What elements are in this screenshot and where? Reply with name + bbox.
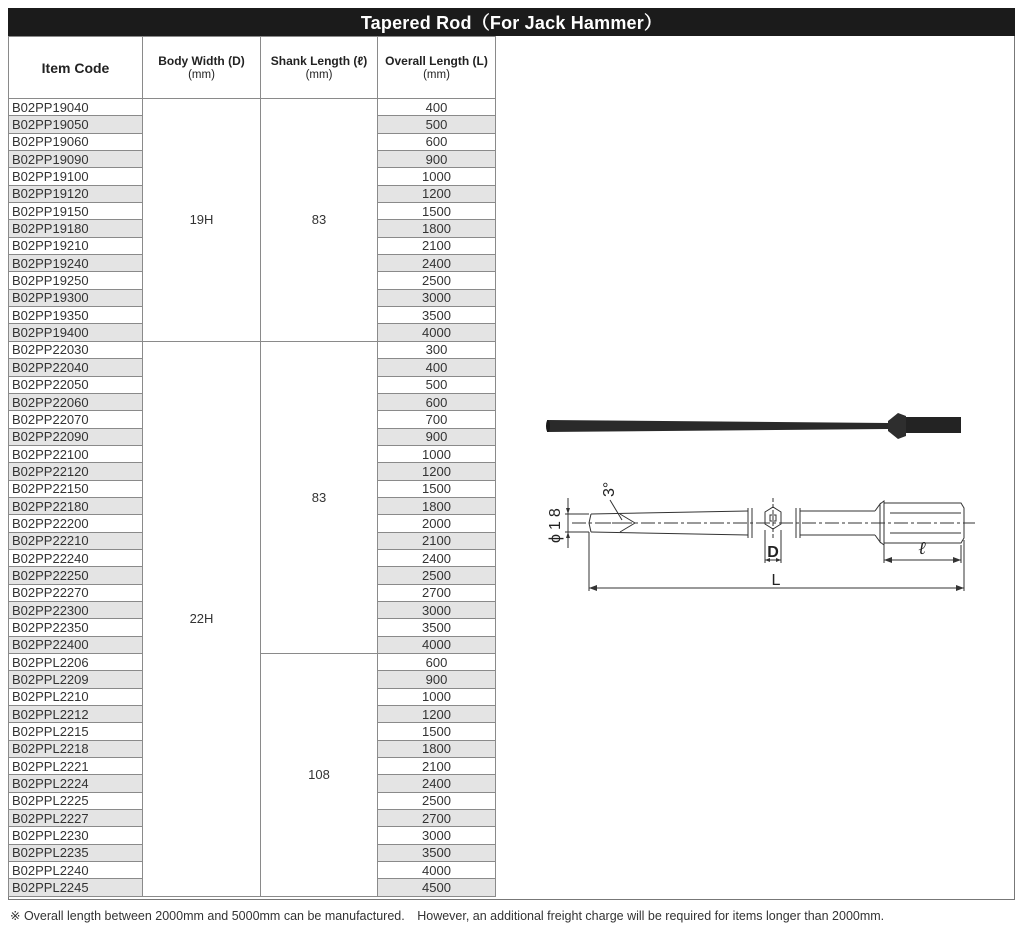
- overall-length-cell: 2500: [378, 567, 496, 584]
- item-code-cell: B02PP22060: [9, 393, 143, 410]
- item-code-cell: B02PPL2210: [9, 688, 143, 705]
- overall-length-cell: 600: [378, 133, 496, 150]
- item-code-cell: B02PP19250: [9, 272, 143, 289]
- spec-table-body: [9, 99, 496, 897]
- overall-length-cell: 400: [378, 359, 496, 376]
- item-code-cell: B02PPL2221: [9, 758, 143, 775]
- item-code-cell: B02PP22200: [9, 515, 143, 532]
- overall-length-cell: 3000: [378, 601, 496, 618]
- item-code-cell: B02PP22210: [9, 532, 143, 549]
- item-code-cell: B02PP22150: [9, 480, 143, 497]
- overall-length-cell: 2000: [378, 515, 496, 532]
- overall-length-cell: 900: [378, 671, 496, 688]
- item-code-cell: B02PP22090: [9, 428, 143, 445]
- overall-length-cell: 300: [378, 341, 496, 358]
- table-row: [9, 99, 496, 116]
- overall-length-cell: 1800: [378, 497, 496, 514]
- item-code-cell: B02PPL2212: [9, 706, 143, 723]
- shank-length-cell: 83: [261, 99, 378, 342]
- overall-length-cell: 4500: [378, 879, 496, 896]
- item-code-cell: B02PP22350: [9, 619, 143, 636]
- overall-length-cell: 2100: [378, 532, 496, 549]
- header-item-code: Item Code: [9, 37, 143, 99]
- body-width-label: D: [767, 544, 779, 561]
- overall-length-cell: 1000: [378, 168, 496, 185]
- item-code-cell: B02PPL2218: [9, 740, 143, 757]
- overall-length-cell: 900: [378, 151, 496, 168]
- item-code-cell: B02PP19210: [9, 237, 143, 254]
- item-code-cell: B02PP22030: [9, 341, 143, 358]
- header-overall-length-label: Overall Length (L): [385, 53, 488, 68]
- item-code-cell: B02PPL2225: [9, 792, 143, 809]
- shank-length-cell: 83: [261, 341, 378, 653]
- item-code-cell: B02PP19120: [9, 185, 143, 202]
- overall-length-cell: 2500: [378, 792, 496, 809]
- body-width-cell: 22H: [143, 341, 261, 896]
- overall-length-cell: 1000: [378, 445, 496, 462]
- header-shank-length-label: Shank Length (ℓ): [270, 53, 368, 68]
- overall-length-cell: 3500: [378, 619, 496, 636]
- rod-photo: [546, 413, 961, 439]
- item-code-cell: B02PP19090: [9, 151, 143, 168]
- overall-length-cell: 4000: [378, 324, 496, 341]
- item-code-cell: B02PP22300: [9, 601, 143, 618]
- item-code-cell: B02PP22120: [9, 463, 143, 480]
- item-code-cell: B02PPL2230: [9, 827, 143, 844]
- overall-length-cell: 600: [378, 393, 496, 410]
- overall-length-cell: 3000: [378, 289, 496, 306]
- spec-table: [8, 36, 496, 897]
- page-title: Tapered Rod（For Jack Hammer）: [8, 8, 1015, 36]
- header-body-width-label: Body Width (D): [158, 53, 245, 68]
- overall-length-cell: 2500: [378, 272, 496, 289]
- overall-length-cell: 700: [378, 411, 496, 428]
- header-shank-length: [261, 37, 378, 99]
- item-code-cell: B02PP19180: [9, 220, 143, 237]
- item-code-cell: B02PP19350: [9, 307, 143, 324]
- overall-length-cell: 1000: [378, 688, 496, 705]
- overall-length-cell: 4000: [378, 862, 496, 879]
- overall-length-cell: 1500: [378, 203, 496, 220]
- item-code-cell: B02PP19400: [9, 324, 143, 341]
- overall-length-cell: 2100: [378, 758, 496, 775]
- item-code-cell: B02PP22040: [9, 359, 143, 376]
- item-code-cell: B02PP19240: [9, 255, 143, 272]
- overall-length-cell: 1200: [378, 185, 496, 202]
- item-code-cell: B02PPL2215: [9, 723, 143, 740]
- item-code-cell: B02PP22180: [9, 497, 143, 514]
- overall-length-cell: 3500: [378, 307, 496, 324]
- item-code-cell: B02PPL2235: [9, 844, 143, 861]
- item-code-cell: B02PPL2227: [9, 810, 143, 827]
- item-code-cell: B02PP19150: [9, 203, 143, 220]
- header-overall-length-unit: (mm): [423, 68, 450, 81]
- overall-length-cell: 2400: [378, 255, 496, 272]
- overall-length-cell: 500: [378, 116, 496, 133]
- angle-label: 3°: [601, 481, 618, 497]
- overall-length-cell: 2400: [378, 549, 496, 566]
- footnote: ※ Overall length between 2000mm and 5000mm can be manufactured. However, an additional freight charge will be required for items longer than 2000mm.: [10, 909, 885, 923]
- shank-length-label: ℓ: [918, 538, 926, 558]
- table-header-row: [9, 37, 496, 99]
- overall-length-cell: 2700: [378, 810, 496, 827]
- overall-length-cell: 900: [378, 428, 496, 445]
- overall-length-cell: 3000: [378, 827, 496, 844]
- item-code-cell: B02PP19040: [9, 99, 143, 116]
- overall-length-cell: 1200: [378, 706, 496, 723]
- overall-length-cell: 400: [378, 99, 496, 116]
- item-code-cell: B02PP19100: [9, 168, 143, 185]
- overall-length-cell: 1500: [378, 723, 496, 740]
- header-shank-length-unit: (mm): [305, 68, 333, 81]
- item-code-cell: B02PP22400: [9, 636, 143, 653]
- header-body-width: [143, 37, 261, 99]
- overall-length-cell: 2400: [378, 775, 496, 792]
- item-code-cell: B02PPL2209: [9, 671, 143, 688]
- overall-length-cell: 3500: [378, 844, 496, 861]
- overall-length-cell: 4000: [378, 636, 496, 653]
- item-code-cell: B02PPL2240: [9, 862, 143, 879]
- overall-length-cell: 2700: [378, 584, 496, 601]
- item-code-cell: B02PPL2224: [9, 775, 143, 792]
- overall-length-cell: 1200: [378, 463, 496, 480]
- item-code-cell: B02PP22240: [9, 549, 143, 566]
- item-code-cell: B02PP19300: [9, 289, 143, 306]
- diameter-label: ϕ18: [547, 504, 564, 543]
- shank-length-cell: 108: [261, 654, 378, 897]
- overall-length-cell: 1800: [378, 740, 496, 757]
- item-code-cell: B02PP22070: [9, 411, 143, 428]
- overall-length-label: L: [771, 572, 781, 589]
- overall-length-cell: 1800: [378, 220, 496, 237]
- item-code-cell: B02PP22050: [9, 376, 143, 393]
- header-overall-length: [378, 37, 496, 99]
- item-code-cell: B02PPL2206: [9, 654, 143, 671]
- overall-length-cell: 2100: [378, 237, 496, 254]
- item-code-cell: B02PP22250: [9, 567, 143, 584]
- overall-length-cell: 1500: [378, 480, 496, 497]
- table-row: [9, 341, 496, 358]
- overall-length-cell: 600: [378, 654, 496, 671]
- item-code-cell: B02PPL2245: [9, 879, 143, 896]
- item-code-cell: B02PP22100: [9, 445, 143, 462]
- item-code-cell: B02PP22270: [9, 584, 143, 601]
- item-code-cell: B02PP19050: [9, 116, 143, 133]
- body-width-cell: 19H: [143, 99, 261, 342]
- rod-diagram: [520, 380, 980, 605]
- overall-length-cell: 500: [378, 376, 496, 393]
- item-code-cell: B02PP19060: [9, 133, 143, 150]
- header-body-width-unit: (mm): [188, 68, 215, 81]
